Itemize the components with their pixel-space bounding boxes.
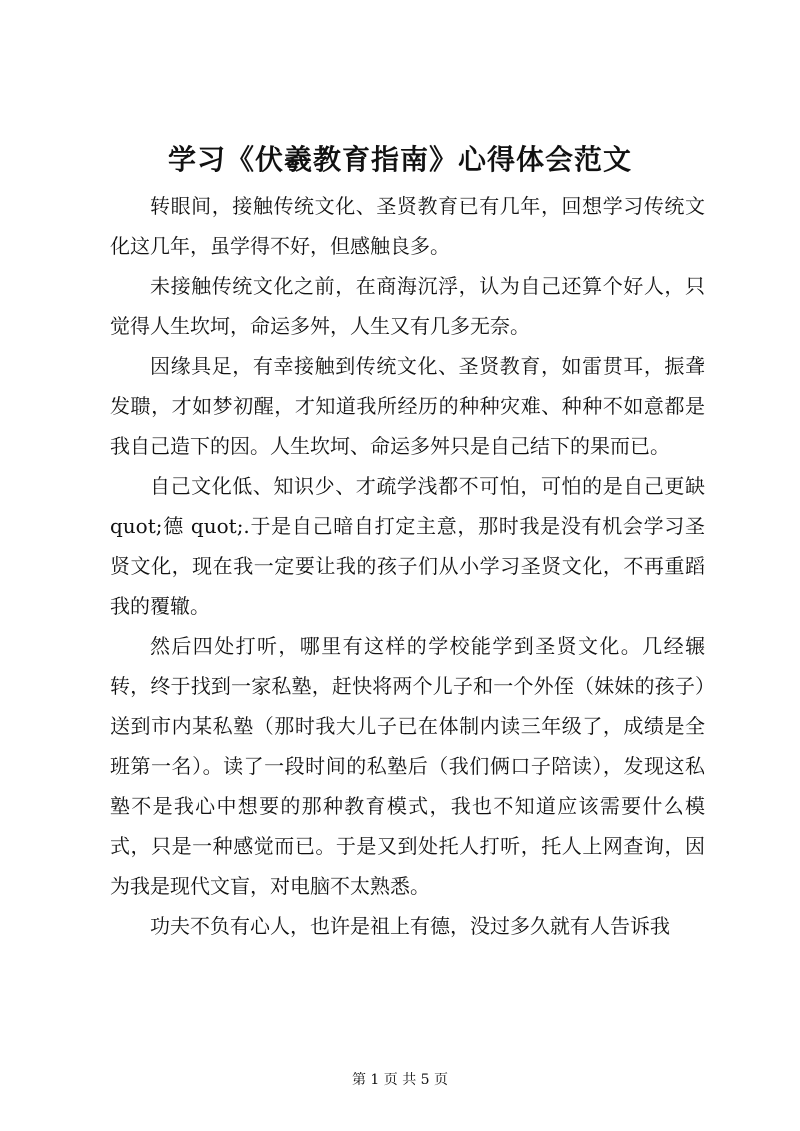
- page-footer: 第 1 页 共 5 页: [351, 1072, 449, 1088]
- document-body: [110, 186, 705, 946]
- paragraph: 未接触传统文化之前，在商海沉浮，认为自己还算个好人，只觉得人生坎坷，命运多舛，人生又有几多无奈。: [110, 274, 705, 338]
- paragraph: 因缘具足，有幸接触到传统文化、圣贤教育，如雷贯耳，振聋发聩，才如梦初醒，才知道我所经历的种种灾难、种种不如意都是我自己造下的因。人生坎坷、命运多舛只是自己结下的果而已。: [110, 354, 705, 458]
- paragraph: 自己文化低、知识少、才疏学浅都不可怕，可怕的是自己更缺 quot;德 quot;.于是自己暗自打定主意，那时我是没有机会学习圣贤文化，现在我一定要让我的孩子们从小学习圣贤文化，不再重蹈我的覆辙。: [110, 474, 705, 618]
- paragraph: 然后四处打听，哪里有这样的学校能学到圣贤文化。几经辗转，终于找到一家私塾，赶快将两个儿子和一个外侄（妹妹的孩子）送到市内某私塾（那时我大儿子已在体制内读三年级了，成绩是全班第一名）。读了一段时间的私塾后（我们俩口子陪读），发现这私塾不是我心中想要的那种教育模式，我也不知道应该需要什么模式，只是一种感觉而已。于是又到处托人打听，托人上网查询，因为我是现代文盲，对电脑不太熟悉。: [110, 634, 705, 898]
- paragraph: 功夫不负有心人，也许是祖上有德，没过多久就有人告诉我: [150, 914, 670, 938]
- document-title: 学习《伏羲教育指南》心得体会范文: [167, 143, 632, 176]
- paragraph: 转眼间，接触传统文化、圣贤教育已有几年，回想学习传统文化这几年，虽学得不好，但感触良多。: [110, 194, 705, 258]
